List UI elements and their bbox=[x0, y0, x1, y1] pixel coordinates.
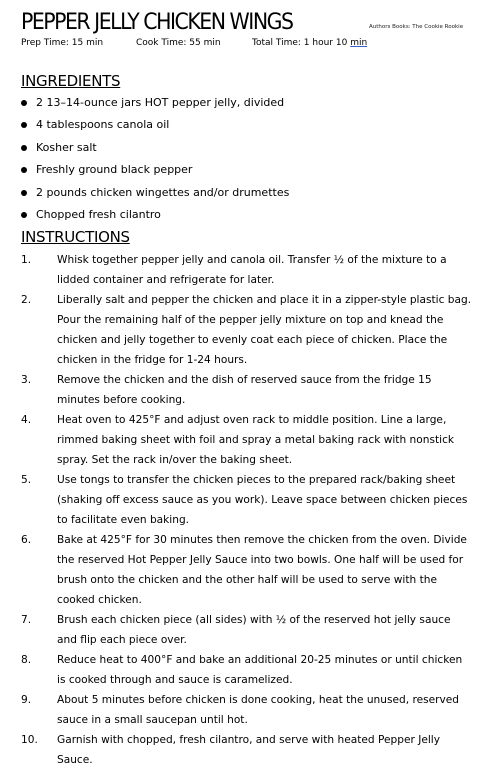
instruction-step bbox=[21, 730, 473, 770]
bullet-icon bbox=[21, 212, 27, 218]
instruction-step bbox=[21, 410, 473, 470]
title-row bbox=[21, 10, 313, 35]
instruction-step bbox=[21, 610, 473, 650]
ingredient-text: 4 tablespoons canola oil bbox=[36, 118, 170, 132]
ingredient-text: Chopped fresh cilantro bbox=[36, 207, 161, 221]
step-text: Liberally salt and pepper the chicken and place it in a zipper-style plastic bag. Pour the remaining half of the pepper jelly mixture on top and knead the chicken and jelly together to evenly coat each piece of chicken. Place the chicken in the fridge for 1-24 hours. bbox=[57, 294, 472, 366]
bullet-icon bbox=[21, 145, 27, 151]
total-time-unit: min bbox=[350, 38, 368, 48]
step-number: 1. bbox=[21, 254, 32, 266]
ingredients-list bbox=[21, 96, 289, 230]
ingredient-item bbox=[21, 186, 289, 208]
step-text: Whisk together pepper jelly and canola oil. Transfer ½ of the mixture to a lidded container and refrigerate for later. bbox=[57, 254, 447, 286]
step-text: Bake at 425°F for 30 minutes then remove the chicken from the oven. Divide the reserved Hot Pepper Jelly Sauce into two bowls. One half will be used for brush onto the chicken and the other half will be used to serve with the cooked chicken. bbox=[57, 534, 467, 606]
step-number: 2. bbox=[21, 294, 32, 306]
step-number: 4. bbox=[21, 414, 32, 426]
step-number: 7. bbox=[21, 614, 32, 626]
instruction-step bbox=[21, 470, 473, 530]
ingredient-text: 2 pounds chicken wingettes and/or drumettes bbox=[36, 185, 290, 199]
bullet-icon bbox=[21, 167, 27, 173]
total-time-prefix: Total Time: 1 hour 10 bbox=[252, 38, 351, 48]
ingredient-item bbox=[21, 163, 289, 185]
step-number: 3. bbox=[21, 374, 32, 386]
instructions-list bbox=[21, 250, 473, 770]
cook-time: Cook Time: 55 min bbox=[136, 38, 221, 48]
ingredient-item bbox=[21, 141, 289, 163]
recipe-attribution: Authors Books: The Cookie Rookie bbox=[369, 24, 464, 30]
instruction-step bbox=[21, 370, 473, 410]
bullet-icon bbox=[21, 122, 27, 128]
step-number: 6. bbox=[21, 534, 32, 546]
instruction-step bbox=[21, 530, 473, 610]
ingredient-text: Freshly ground black pepper bbox=[36, 163, 193, 177]
ingredient-item bbox=[21, 208, 289, 230]
ingredient-item bbox=[21, 96, 289, 118]
step-text: Heat oven to 425°F and adjust oven rack to middle position. Line a large, rimmed baking sheet with foil and spray a metal baking rack with nonstick spray. Set the rack in/over the baking sheet. bbox=[57, 414, 455, 466]
step-number: 10. bbox=[21, 734, 38, 746]
ingredient-item bbox=[21, 118, 289, 140]
instructions-heading: INSTRUCTIONS bbox=[21, 228, 130, 246]
prep-time: Prep Time: 15 min bbox=[21, 38, 104, 48]
ingredient-text: 2 13–14-ounce jars HOT pepper jelly, divided bbox=[36, 96, 285, 109]
step-text: Brush each chicken piece (all sides) with ½ of the reserved hot jelly sauce and flip each piece over. bbox=[57, 614, 451, 646]
step-number: 9. bbox=[21, 694, 32, 706]
bullet-icon bbox=[21, 190, 27, 196]
step-text: Remove the chicken and the dish of reserved sauce from the fridge 15 minutes before cooking. bbox=[57, 374, 432, 406]
ingredients-heading: INGREDIENTS bbox=[21, 72, 121, 90]
step-text: Reduce heat to 400°F and bake an additional 20-25 minutes or until chicken is cooked through and sauce is caramelized. bbox=[57, 654, 463, 686]
instruction-step bbox=[21, 690, 473, 730]
step-number: 8. bbox=[21, 654, 32, 666]
step-text: Use tongs to transfer the chicken pieces to the prepared rack/baking sheet (shaking off excess sauce as you work). Leave space between chicken pieces to facilitate even baking. bbox=[57, 474, 468, 526]
instruction-step bbox=[21, 650, 473, 690]
instruction-step bbox=[21, 290, 473, 370]
bullet-icon bbox=[21, 100, 27, 106]
step-text: About 5 minutes before chicken is done cooking, heat the unused, reserved sauce in a small saucepan until hot. bbox=[57, 694, 460, 726]
ingredient-text: Kosher salt bbox=[36, 140, 97, 154]
step-text: Garnish with chopped, fresh cilantro, and serve with heated Pepper Jelly Sauce. bbox=[57, 734, 440, 766]
recipe-title: PEPPER JELLY CHICKEN WINGS bbox=[21, 10, 293, 35]
instruction-step bbox=[21, 250, 473, 290]
step-number: 5. bbox=[21, 474, 32, 486]
total-time bbox=[252, 38, 367, 48]
